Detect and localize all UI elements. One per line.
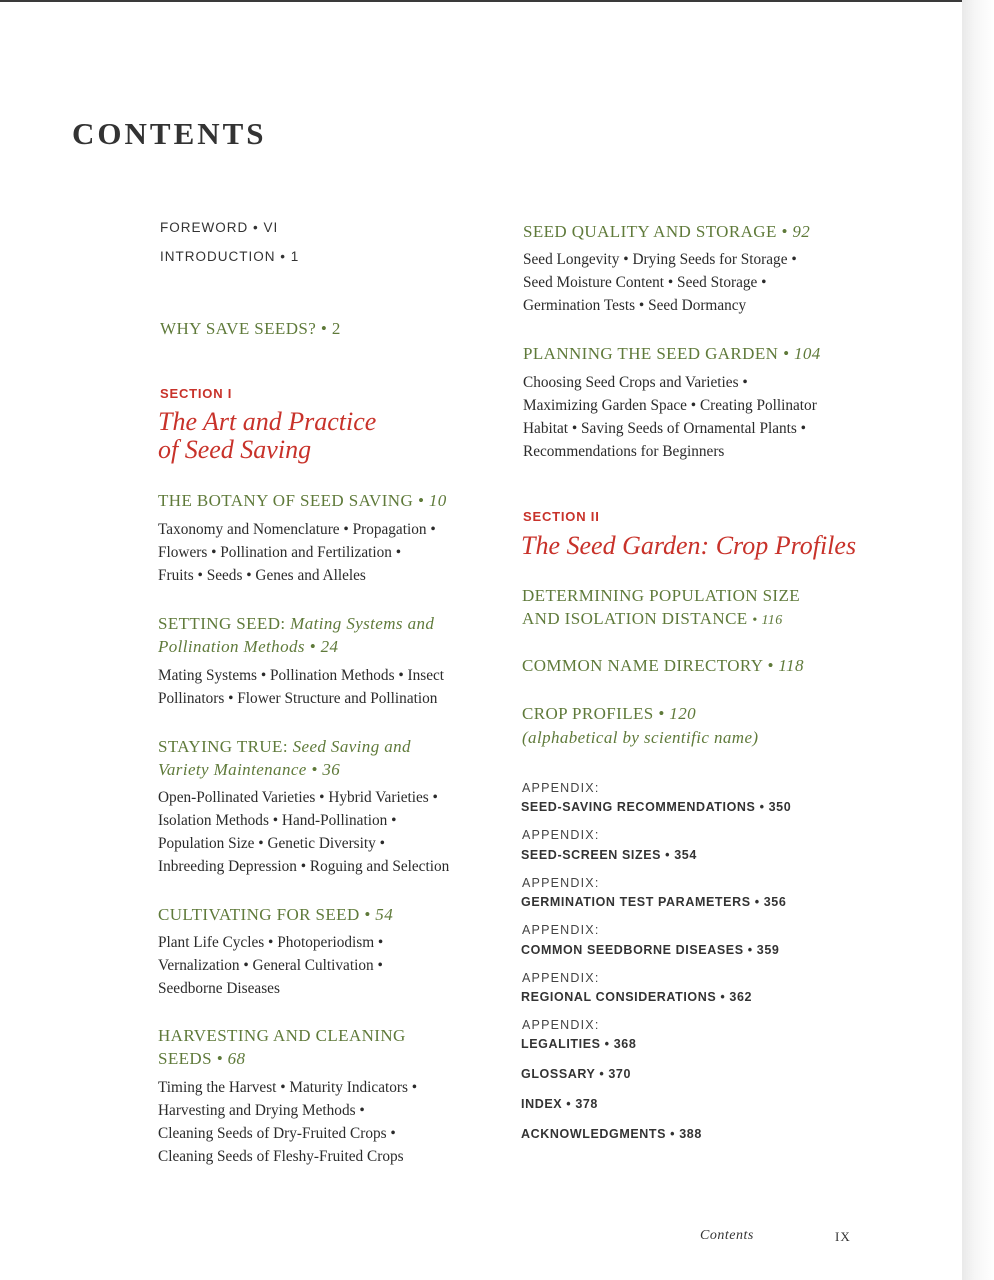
- appendix-label: APPENDIX:: [522, 1018, 600, 1032]
- topic-line: Mating Systems • Pollination Methods • Insect: [158, 667, 445, 684]
- chapter-botany-page: • 10: [417, 491, 447, 510]
- toc-entry-index[interactable]: INDEX • 378: [521, 1097, 598, 1111]
- chapter-harvesting-heading[interactable]: HARVESTING AND CLEANING: [158, 1026, 406, 1045]
- chapter-staying-true-subtitle: Seed Saving and: [292, 737, 411, 756]
- topic-line: Inbreeding Depression • Roguing and Selection: [158, 858, 450, 875]
- topic-line: Isolation Methods • Hand-Pollination •: [158, 812, 397, 829]
- page-title: CONTENTS: [72, 116, 267, 151]
- chapter-directory-heading[interactable]: [522, 654, 804, 677]
- chapter-planning-topics: [523, 371, 817, 463]
- section-2-title[interactable]: The Seed Garden: Crop Profiles: [521, 531, 857, 560]
- chapter-staying-true-page: • 36: [311, 760, 341, 779]
- topic-line: Choosing Seed Crops and Varieties •: [523, 374, 748, 391]
- page-number: IX: [835, 1229, 851, 1244]
- chapter-botany-title: THE BOTANY OF SEED SAVING: [158, 491, 414, 510]
- appendix-label: APPENDIX:: [522, 971, 600, 985]
- chapter-population-heading-line2[interactable]: [522, 607, 783, 632]
- chapter-setting-seed-heading-line2[interactable]: [158, 635, 338, 658]
- section-1-label: SECTION I: [160, 386, 233, 401]
- appendix-label: APPENDIX:: [522, 923, 600, 937]
- chapter-staying-true-title: STAYING TRUE:: [158, 737, 288, 756]
- chapter-crop-profiles-note: [522, 726, 759, 749]
- appendix-label: APPENDIX:: [522, 828, 600, 842]
- topic-line: Habitat • Saving Seeds of Ornamental Plants •: [523, 420, 807, 437]
- chapter-planning-heading[interactable]: [523, 342, 821, 365]
- appendix-entry-seed-screen-sizes[interactable]: SEED-SCREEN SIZES • 354: [521, 848, 697, 862]
- chapter-directory-title: COMMON NAME DIRECTORY: [522, 656, 763, 675]
- chapter-crop-profiles-title: CROP PROFILES: [522, 704, 654, 723]
- chapter-planning-page: • 104: [782, 344, 821, 363]
- toc-entry-glossary[interactable]: GLOSSARY • 370: [521, 1067, 632, 1081]
- toc-entry-introduction[interactable]: INTRODUCTION • 1: [160, 249, 300, 264]
- chapter-seed-quality-title: SEED QUALITY AND STORAGE: [523, 222, 777, 241]
- appendix-label: APPENDIX:: [522, 876, 600, 890]
- appendix-entry-regional-considerations[interactable]: REGIONAL CONSIDERATIONS • 362: [521, 990, 753, 1004]
- chapter-crop-profiles-page: • 120: [658, 704, 696, 723]
- chapter-setting-seed-subtitle-line2: Pollination Methods: [158, 637, 305, 656]
- chapter-population-title-line2: AND ISOLATION DISTANCE: [522, 609, 748, 628]
- topic-line: Timing the Harvest • Maturity Indicators •: [158, 1079, 418, 1096]
- chapter-staying-true-topics: [158, 786, 449, 878]
- chapter-cultivating-title: CULTIVATING FOR SEED: [158, 905, 360, 924]
- page-top-edge: [0, 0, 965, 2]
- topic-line: Harvesting and Drying Methods •: [158, 1102, 365, 1119]
- topic-line: Maximizing Garden Space • Creating Pollinator: [523, 397, 817, 414]
- chapter-seed-quality-page: • 92: [781, 222, 811, 241]
- chapter-seed-quality-heading[interactable]: [523, 220, 810, 243]
- topic-line: Pollinators • Flower Structure and Pollination: [158, 690, 438, 707]
- chapter-planning-title: PLANNING THE SEED GARDEN: [523, 344, 779, 363]
- section-1-title-line1[interactable]: The Art and Practice: [158, 407, 377, 436]
- topic-line: Recommendations for Beginners: [523, 443, 725, 460]
- topic-line: Fruits • Seeds • Genes and Alleles: [158, 567, 366, 584]
- appendix-entry-common-seedborne-diseases[interactable]: COMMON SEEDBORNE DISEASES • 359: [521, 943, 780, 957]
- chapter-population-heading-line1[interactable]: DETERMINING POPULATION SIZE: [522, 586, 801, 605]
- toc-entry-foreword[interactable]: FOREWORD • VI: [160, 220, 279, 235]
- topic-line: Plant Life Cycles • Photoperiodism •: [158, 934, 384, 951]
- chapter-population-page: • 116: [752, 613, 783, 628]
- section-1-title-line2[interactable]: of Seed Saving: [158, 435, 312, 464]
- appendix-label: APPENDIX:: [522, 781, 600, 795]
- chapter-cultivating-topics: [158, 931, 383, 1000]
- chapter-staying-true-heading-line2[interactable]: [158, 758, 340, 781]
- chapter-cultivating-page: • 54: [364, 905, 394, 924]
- page-gutter-shadow: [962, 0, 994, 1280]
- chapter-harvesting-page: • 68: [216, 1049, 246, 1068]
- topic-line: Germination Tests • Seed Dormancy: [523, 297, 747, 314]
- chapter-setting-seed-topics: [158, 664, 444, 710]
- chapter-harvesting-topics: [158, 1076, 417, 1168]
- crop-profiles-note-text: (alphabetical by scientific name): [522, 728, 759, 747]
- chapter-seed-quality-topics: [523, 248, 797, 317]
- topic-line: Seedborne Diseases: [158, 980, 280, 997]
- topic-line: Cleaning Seeds of Fleshy-Fruited Crops: [158, 1148, 404, 1165]
- topic-line: Population Size • Genetic Diversity •: [158, 835, 385, 852]
- chapter-botany-topics: [158, 518, 436, 587]
- chapter-botany-heading[interactable]: [158, 489, 447, 512]
- appendix-entry-germination-test-parameters[interactable]: GERMINATION TEST PARAMETERS • 356: [521, 895, 787, 909]
- chapter-setting-seed-subtitle: Mating Systems and: [290, 614, 435, 633]
- chapter-harvesting-title-line2: SEEDS: [158, 1049, 212, 1068]
- chapter-staying-true-subtitle-line2: Variety Maintenance: [158, 760, 307, 779]
- chapter-crop-profiles-heading[interactable]: [522, 702, 696, 725]
- topic-line: Vernalization • General Cultivation •: [158, 957, 383, 974]
- chapter-directory-page: • 118: [767, 656, 804, 675]
- running-head: Contents: [700, 1228, 754, 1243]
- topic-line: Seed Moisture Content • Seed Storage •: [523, 274, 767, 291]
- chapter-cultivating-heading[interactable]: [158, 903, 393, 926]
- toc-entry-why-save-seeds[interactable]: WHY SAVE SEEDS? • 2: [160, 319, 341, 338]
- topic-line: Flowers • Pollination and Fertilization •: [158, 544, 402, 561]
- appendix-entry-legalities[interactable]: LEGALITIES • 368: [521, 1037, 637, 1051]
- chapter-setting-seed-heading[interactable]: [158, 612, 434, 635]
- topic-line: Taxonomy and Nomenclature • Propagation •: [158, 521, 436, 538]
- chapter-harvesting-heading-line2[interactable]: [158, 1047, 245, 1070]
- toc-entry-acknowledgments[interactable]: ACKNOWLEDGMENTS • 388: [521, 1127, 702, 1141]
- topic-line: Open-Pollinated Varieties • Hybrid Varieties •: [158, 789, 438, 806]
- topic-line: Cleaning Seeds of Dry-Fruited Crops •: [158, 1125, 396, 1142]
- chapter-setting-seed-page: • 24: [309, 637, 339, 656]
- topic-line: Seed Longevity • Drying Seeds for Storage •: [523, 251, 797, 268]
- chapter-setting-seed-title: SETTING SEED:: [158, 614, 286, 633]
- chapter-staying-true-heading[interactable]: [158, 735, 411, 758]
- section-2-label: SECTION II: [523, 509, 600, 524]
- appendix-entry-seed-saving-recommendations[interactable]: SEED-SAVING RECOMMENDATIONS • 350: [521, 800, 792, 814]
